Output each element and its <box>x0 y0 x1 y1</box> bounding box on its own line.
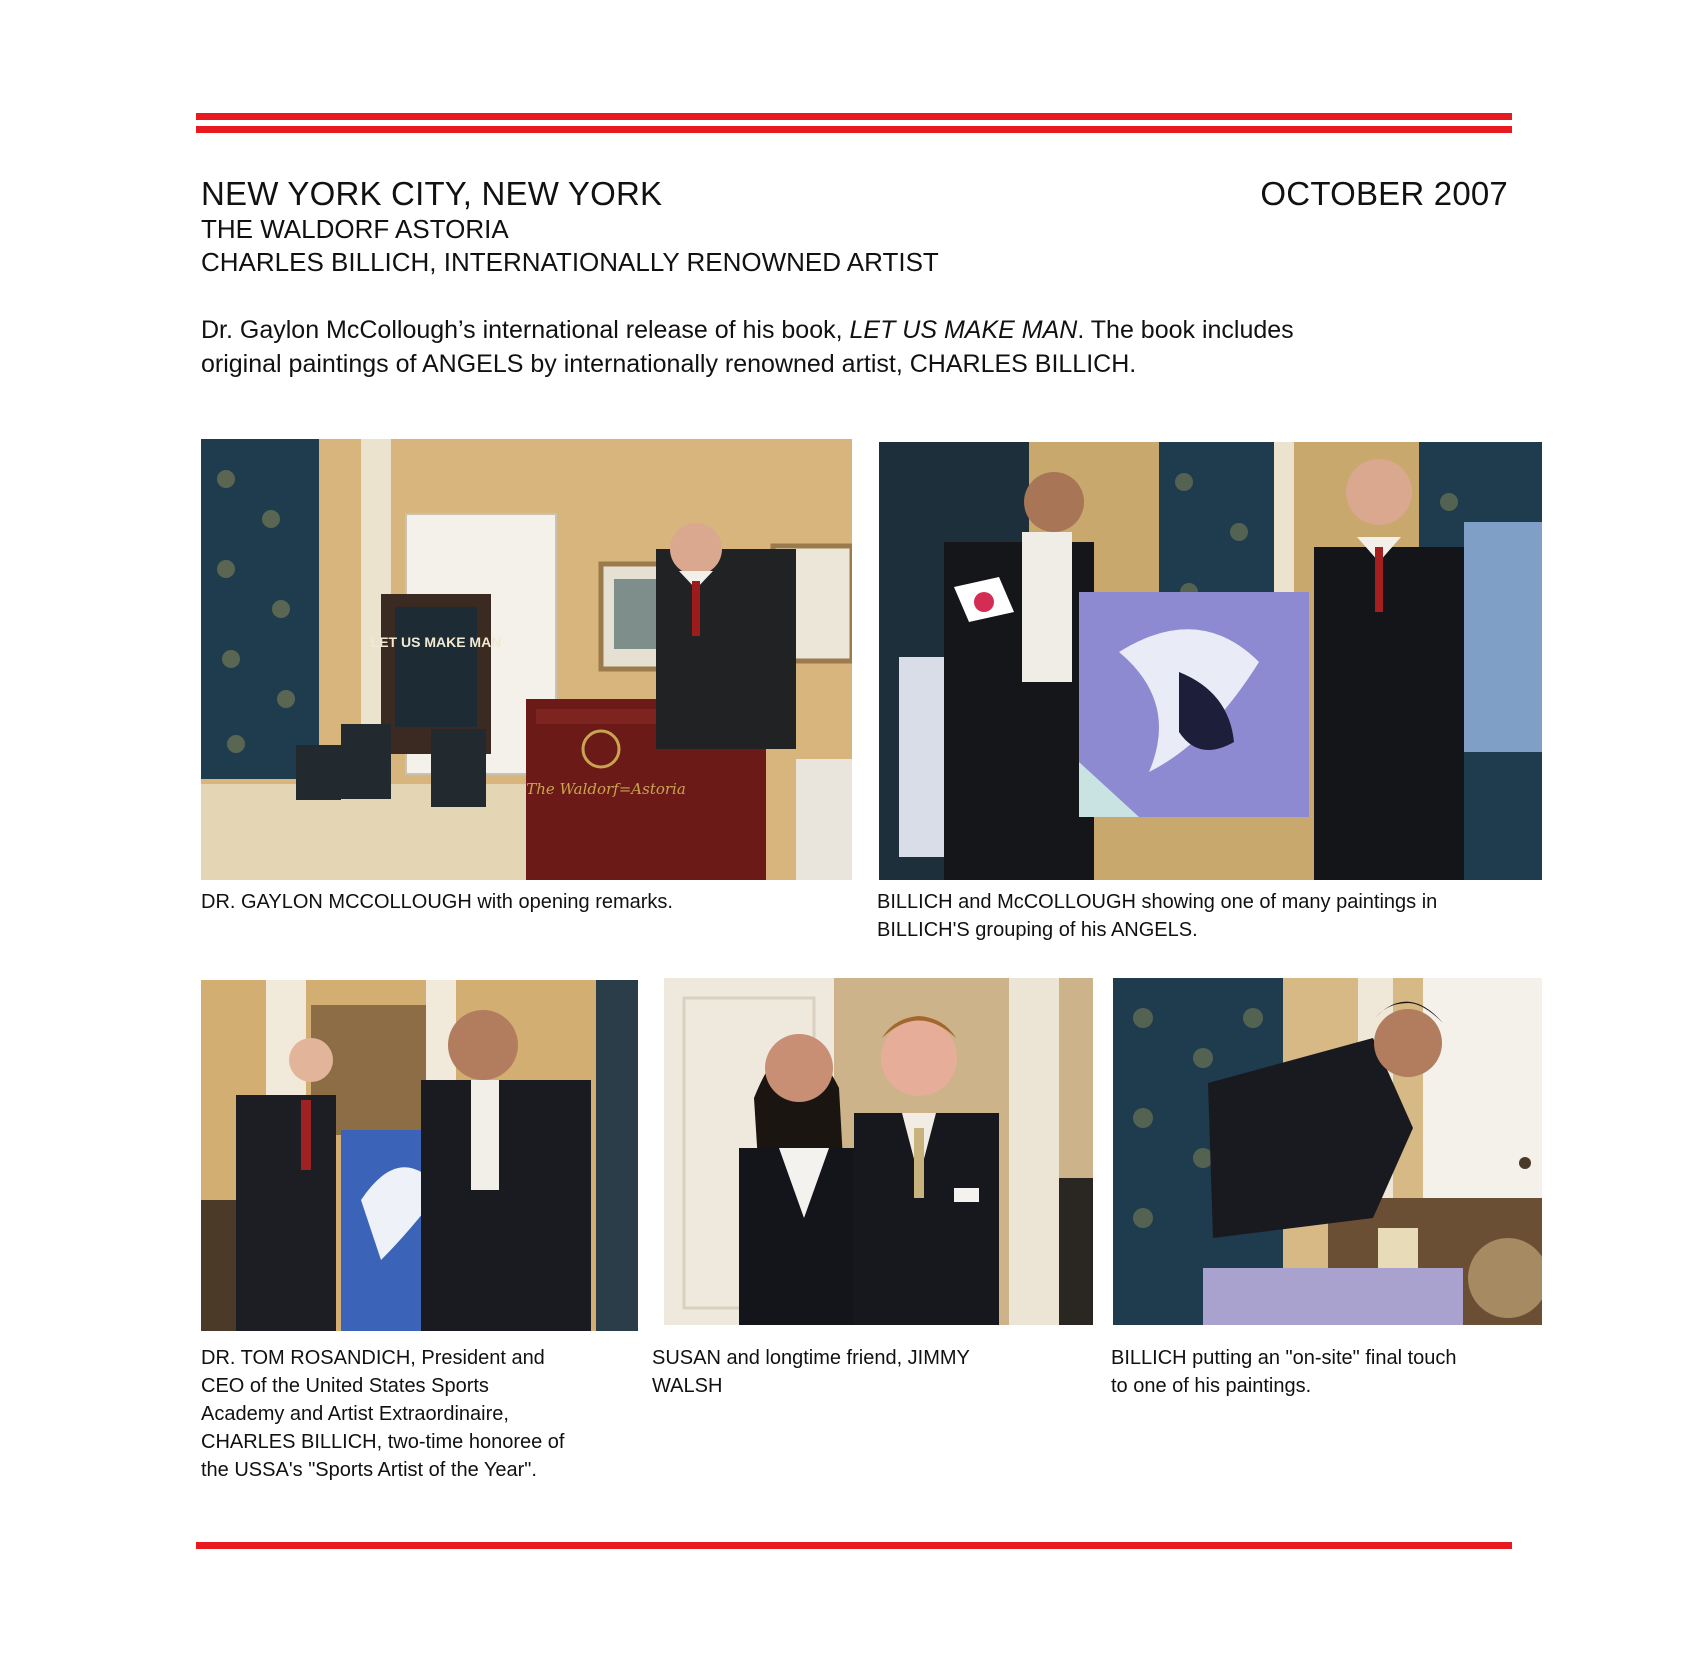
intro-text-2: . The book includes <box>1077 316 1294 344</box>
venue-heading: THE WALDORF ASTORIA <box>201 214 509 244</box>
caption-rosandich-billich: DR. TOM ROSANDICH, President and CEO of the United States Sports Academy and Artist Extraordinaire, CHARLES BILLICH, two-time honoree of the USSA's "Sports Artist of the Year". <box>201 1347 565 1481</box>
podium-script: The Waldorf=Astoria <box>526 780 686 798</box>
caption-susan-jimmy: SUSAN and longtime friend, JIMMY WALSH <box>652 1347 970 1397</box>
photo-podium-illustration <box>201 439 852 880</box>
book-cover-title: LET US MAKE MAN <box>370 634 502 650</box>
top-rule-upper <box>196 113 1512 120</box>
photo-rosandich-illustration <box>201 980 638 1331</box>
photo-painting-display <box>879 442 1542 880</box>
photo-final-touch <box>1113 978 1542 1325</box>
photo-podium-remarks <box>201 439 852 880</box>
intro-paragraph <box>201 313 1294 381</box>
location-heading: NEW YORK CITY, NEW YORK <box>201 175 663 212</box>
intro-line-1 <box>201 313 1294 347</box>
top-rule-lower <box>196 126 1512 133</box>
intro-text-1: Dr. Gaylon McCollough’s international release of his book, <box>201 316 850 344</box>
intro-line-2: original paintings of ANGELS by internationally renowned artist, CHARLES BILLICH. <box>201 350 1137 378</box>
photo-susan-jimmy <box>664 978 1093 1325</box>
photo-final-touch-illustration <box>1113 978 1542 1325</box>
caption-painting-display: BILLICH and McCOLLOUGH showing one of many paintings in BILLICH'S grouping of his ANGELS. <box>877 891 1438 941</box>
caption-podium-remarks: DR. GAYLON MCCOLLOUGH with opening remarks. <box>201 891 673 913</box>
photo-susan-jimmy-illustration <box>664 978 1093 1325</box>
photo-painting-illustration <box>879 442 1542 880</box>
date-heading: OCTOBER 2007 <box>1260 175 1508 212</box>
bottom-rule <box>196 1542 1512 1549</box>
subject-heading: CHARLES BILLICH, INTERNATIONALLY RENOWNED ARTIST <box>201 247 939 277</box>
photo-rosandich-billich <box>201 980 638 1331</box>
intro-book-title: LET US MAKE MAN <box>849 316 1078 344</box>
caption-final-touch: BILLICH putting an "on-site" final touch to one of his paintings. <box>1111 1347 1457 1397</box>
